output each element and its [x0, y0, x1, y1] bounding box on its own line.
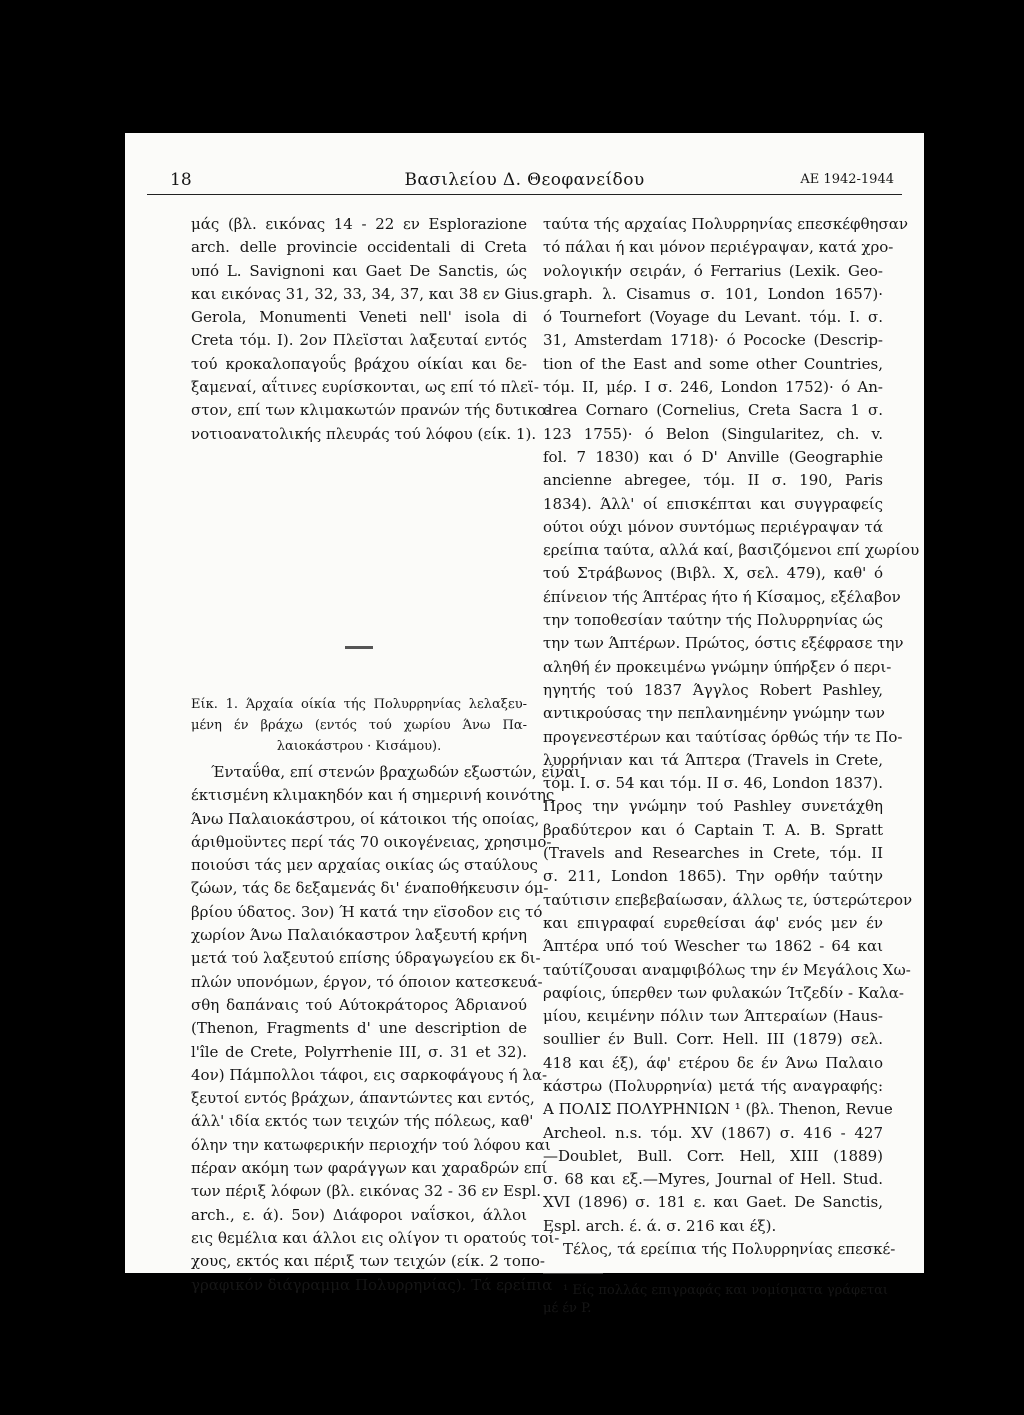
text-line: χωρίον Άνω Παλαιόκαστρον λαξευτή κρήνη: [191, 926, 527, 945]
text-line: (Travels and Researches in Crete, τόμ. II: [543, 844, 883, 863]
text-line: έπίνειον τής Άπτέρας ήτο ή Κίσαμος, εξέλαβον: [543, 587, 901, 606]
text-line: ερείπια ταύτα, αλλά καί, βασιζόμενοι επί χωρίου: [543, 541, 920, 560]
text-line: γραφικόν διάγραμμα Πολυρρηνίας). Τά ερείπια: [191, 1275, 553, 1294]
text-line: Ένταΰθα, επί στενών βραχωδών εξωστών, είναι: [211, 762, 581, 781]
text-line: ποιούσι τάς μεν αρχαίας οικίας ώς σταύλους: [191, 856, 538, 875]
text-line: Archeol. n.s. τόμ. XV (1867) σ. 416 - 427: [543, 1123, 883, 1142]
text-line: fol. 7 1830) και ό D' Anville (Geographie: [543, 447, 883, 466]
text-line: ραφίοις, ύπερθεν των φυλακών Ίτζεδίν - Καλα-: [543, 983, 904, 1002]
text-line: των πέριξ λόφων (βλ. εικόνας 32 - 36 εν Espl.: [191, 1182, 541, 1201]
text-line: τού Στράβωνος (Βιβλ. X, σελ. 479), καθ' ό: [543, 564, 883, 583]
text-line: Α ΠΟΛΙΣ ΠΟΛΥΡΗΝΙΩΝ ¹ (βλ. Thenon, Revue: [543, 1100, 893, 1119]
text-line: έκτισμένη κλιμακηδόν και ή σημερινή κοινότης: [191, 786, 555, 805]
text-line: arch. delle provincie occidentali di Creta: [191, 238, 527, 257]
figure-1-placeholder: [191, 446, 527, 694]
text-line: ό Tournefort (Voyage du Levant. τόμ. I. σ.: [543, 308, 883, 327]
text-line: arch., ε. ά). 5ον) Διάφοροι ναΐσκοι, άλλοι: [191, 1205, 527, 1224]
text-line: Espl. arch. έ. ά. σ. 216 και έξ).: [543, 1216, 777, 1235]
text-line: ταύτίζουσαι αναμφιβόλως την έν Μεγάλοις Χω-: [543, 960, 911, 979]
caption-line: λαιοκάστρου · Κισάμου).: [276, 738, 442, 754]
text-line: και εικόνας 31, 32, 33, 34, 37, και 38 εν Gius.: [191, 284, 544, 303]
text-line: (Thenon, Fragments d' une description de: [191, 1019, 527, 1038]
left-column: [191, 213, 581, 1297]
text-line: 123 1755)· ό Belon (Singularitez, ch. v.: [543, 424, 883, 443]
caption-line: Είκ. 1. Άρχαία οίκία τής Πολυρρηνίας λελαξευ-: [191, 696, 527, 712]
footnote-line: μέ έν P.: [543, 1301, 592, 1317]
text-line: ταύτισιν επεβεβαίωσαν, άλλως τε, ύστερώτερον: [543, 890, 913, 909]
text-line: νολογικήν σειράν, ό Ferrarius (Lexik. Geo-: [543, 261, 883, 280]
text-line: τού κροκαλοπαγοΰς βράχου οίκίαι και δε-: [191, 354, 527, 373]
text-line: ταύτα τής αρχαίας Πολυρρηνίας επεσκέφθησαν: [543, 215, 908, 233]
page: [125, 133, 924, 1317]
text-line: τόμ. II, μέρ. I σ. 246, London 1752)· ό An-: [543, 378, 883, 397]
text-line: στον, επί των κλιμακωτών πρανών τής δυτικο-: [191, 401, 551, 420]
text-line: ξαμεναί, αΐτινες ευρίσκονται, ως επί τό πλεϊ-: [191, 378, 539, 397]
text-line: νοτιοανατολικής πλευράς τού λόφου (είκ. 1).: [191, 424, 537, 443]
text-line: σθη δαπάναις τού Αύτοκράτορος Άδριανού: [191, 995, 527, 1014]
text-line: Gerola, Monumenti Veneti nell' isola di: [191, 308, 527, 327]
text-line: drea Cornaro (Cornelius, Creta Sacra 1 σ.: [543, 401, 883, 420]
text-line: υπό L. Savignoni και Gaet De Sanctis, ώς: [191, 261, 527, 280]
text-line: ancienne abregee, τόμ. II σ. 190, Paris: [543, 471, 883, 490]
text-line: πλών υπονόμων, έργον, τό όποιον κατεσκευά-: [191, 972, 543, 991]
text-line: Άπτέρα υπό τού Wescher τω 1862 - 64 και: [543, 937, 883, 956]
text-line: την των Άπτέρων. Πρώτος, όστις εξέφρασε την: [543, 634, 904, 653]
text-line: σ. 211, London 1865). Την ορθήν ταύτην: [543, 867, 883, 886]
text-line: ζώων, τάς δε δεξαμενάς δι' έναποθήκευσιν όμ-: [191, 879, 549, 898]
text-line: 31, Amsterdam 1718)· ό Pococke (Descrip-: [543, 331, 883, 350]
text-line: 1834). Άλλ' οί επισκέπται και συγγραφείς: [543, 494, 883, 513]
text-line: και επιγραφαί ευρεθείσαι άφ' ενός μεν έν: [543, 913, 883, 932]
text-line: προγενεστέρων και ταύτίσας όρθώς τήν τε Πο-: [543, 727, 903, 746]
text-line: —Doublet, Bull. Corr. Hell, XIII (1889): [543, 1146, 883, 1165]
footnote-line: ¹ Είς πολλάς επιγραφάς και νομίσματα γράφεται: [563, 1283, 888, 1299]
text-line: βραδύτερον και ό Captain T. A. B. Spratt: [543, 820, 883, 839]
page-number: 18: [170, 170, 192, 190]
text-line: τό πάλαι ή και μόνον περιέγραψαν, κατά χρο-: [543, 238, 894, 257]
text-line: Άνω Παλαιοκάστρου, οί κάτοικοι τής οποίας,: [191, 809, 540, 828]
text-line: κάστρω (Πολυρρηνία) μετά τής αναγραφής:: [543, 1076, 883, 1095]
text-line: πέραν ακόμη των φαράγγων και χαραδρών επί: [191, 1159, 548, 1178]
footnote: [543, 1282, 888, 1318]
text-line: σ. 68 και εξ.—Myres, Journal of Hell. Stud.: [543, 1170, 883, 1189]
running-title: Βασιλείου Δ. Θεοφανείδου: [404, 170, 645, 190]
text-line: αληθή έν προκειμένω γνώμην ύπήρξεν ό περι-: [543, 657, 892, 676]
text-line: όλην την κατωφερικήν περιοχήν τού λόφου και: [191, 1135, 551, 1154]
footnote-rule: [543, 1273, 603, 1282]
right-text: [543, 213, 920, 1261]
text-line: Τέλος, τά ερείπια τής Πολυρρηνίας επεσκέ-: [563, 1240, 896, 1259]
text-line: tion of the East and some other Countries,: [543, 354, 883, 373]
left-text-top: [191, 213, 551, 446]
text-line: 4ον) Πάμπολλοι τάφοι, εις σαρκοφάγους ή λα-: [191, 1065, 548, 1084]
text-line: βρίου ύδατος. 3ον) Ή κατά την εϊσοδον εις τό: [191, 902, 543, 921]
text-line: χους, εκτός και πέριξ των τειχών (είκ. 2 τοπο-: [191, 1252, 545, 1271]
text-line: Creta τόμ. I). 2ον Πλεϊσται λαξευταί εντός: [191, 331, 527, 350]
caption-line: μένη έν βράχω (εντός τού χωρίου Άνω Πα-: [191, 717, 527, 733]
figure-caption: [191, 694, 527, 757]
text-line: graph. λ. Cisamus σ. 101, London 1657)·: [543, 284, 883, 303]
text-line: άλλ' ιδία εκτός των τειχών τής πόλεως, καθ': [191, 1112, 534, 1131]
running-header: [147, 168, 902, 195]
text-line: soullier έν Bull. Corr. Hell. III (1879) σελ.: [543, 1030, 883, 1049]
text-line: λυρρήνιαν και τά Άπτερα (Travels in Crete,: [543, 750, 883, 769]
text-line: ηγητής τού 1837 Άγγλος Robert Pashley,: [543, 680, 883, 699]
text-line: ξευτοί εντός βράχων, άπαντώντες και εντός,: [191, 1089, 535, 1108]
text-line: XVI (1896) σ. 181 ε. και Gaet. De Sanctis,: [543, 1193, 883, 1212]
text-line: μίου, κειμένην πόλιν των Άπτεραίων (Haus-: [543, 1007, 883, 1026]
text-line: ούτοι ούχι μόνον συντόμως περιέγραψαν τά: [543, 517, 883, 536]
text-line: μετά τού λαξευτού επίσης ύδραγωγείου εκ δι-: [191, 949, 541, 968]
left-text-bottom: [191, 761, 581, 1297]
text-line: εις θεμέλια και άλλοι εις ολίγον τι ορατούς τοί-: [191, 1228, 560, 1247]
figure-residue: [345, 646, 373, 649]
text-line: άριθμοϋντες περί τάς 70 οικογένειας, χρησιμο-: [191, 832, 552, 851]
right-column: [543, 213, 920, 1318]
text-line: l'île de Crete, Polyrrhenie III, σ. 31 et 32).: [191, 1042, 527, 1061]
journal-issue: ΑΕ 1942-1944: [800, 172, 894, 187]
text-line: 418 και έξ), άφ' ετέρου δε έν Άνω Παλαιο: [543, 1053, 883, 1072]
text-line: Προς την γνώμην τού Pashley συνετάχθη: [543, 797, 883, 816]
text-line: τόμ. I. σ. 54 και τόμ. II σ. 46, London 1837).: [543, 774, 883, 793]
text-line: μάς (βλ. εικόνας 14 - 22 εν Esplorazione: [191, 215, 527, 233]
text-line: την τοποθεσίαν ταύτην τής Πολυρρηνίας ώς: [543, 611, 883, 630]
text-line: αντικρούσας την πεπλανημένην γνώμην των: [543, 704, 885, 723]
